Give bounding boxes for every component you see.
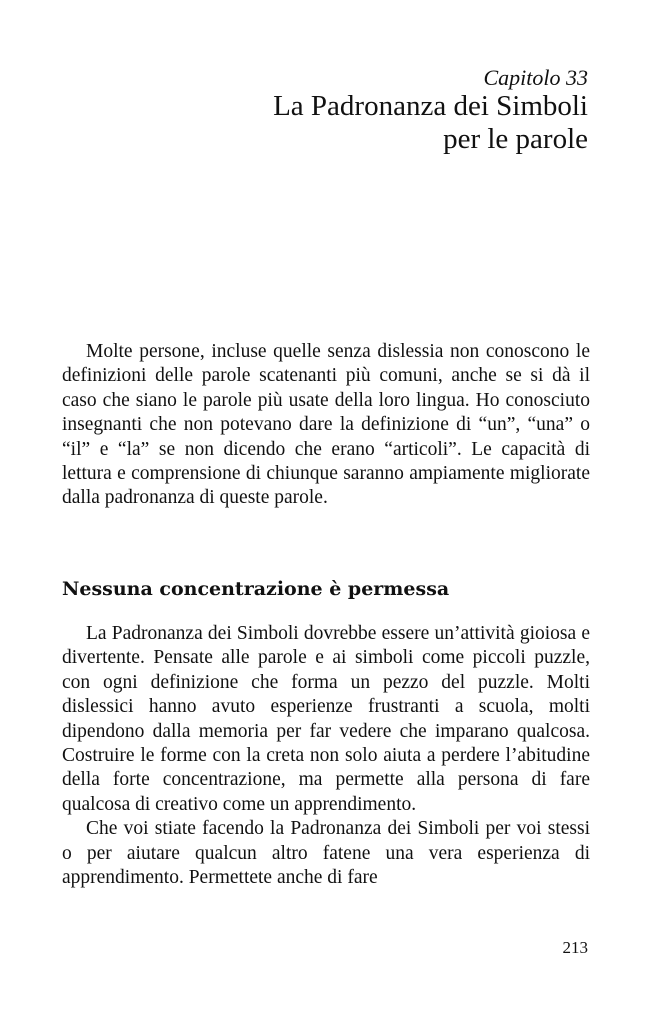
chapter-title-line-1: La Padronanza dei Simboli — [273, 90, 588, 122]
page-number: 213 — [562, 938, 588, 957]
section-paragraph-2: Che voi stiate facendo la Padronanza dei Simboli per voi stessi o per aiutare qualcun altro fatene una vera esperienza di apprendimento. Permettete anche di fare — [62, 818, 590, 889]
chapter-label: Capitolo 33 — [483, 65, 588, 90]
intro-text — [62, 340, 590, 511]
chapter-header — [273, 66, 588, 156]
chapter-title — [273, 90, 588, 156]
intro-paragraph: Molte persone, incluse quelle senza dislessia non conoscono le definizioni delle parole scatenanti più comuni, anche se si dà il caso che siano le parole più usate della loro lingua. Ho conosciuto insegnanti che non potevano dare la definizione di “un”, “una” o “il” e “la” se non dicendo che erano “articoli”. Le capacità di lettura e comprensione di chiunque saranno ampiamente migliorate dalla padronanza di queste parole. — [62, 341, 590, 509]
section-heading: Nessuna concentrazione è permessa — [62, 578, 450, 600]
section-body — [62, 622, 590, 890]
section-paragraph-1: La Padronanza dei Simboli dovrebbe essere un’attività gioiosa e divertente. Pensate alle parole e ai simboli come piccoli puzzle, con ogni definizione che forma un pezzo del puzzle. Molti dislessici hanno avuto esperienze frustranti a scuola, molti dipendono dalla memoria per far vedere che imparano qualcosa. Costruire le forme con la creta non solo aiuta a perdere l’abitudine della forte concentrazione, ma permette alla persona di fare qualcosa di creativo come un apprendimento. — [62, 623, 590, 815]
chapter-title-line-2: per le parole — [443, 123, 588, 155]
